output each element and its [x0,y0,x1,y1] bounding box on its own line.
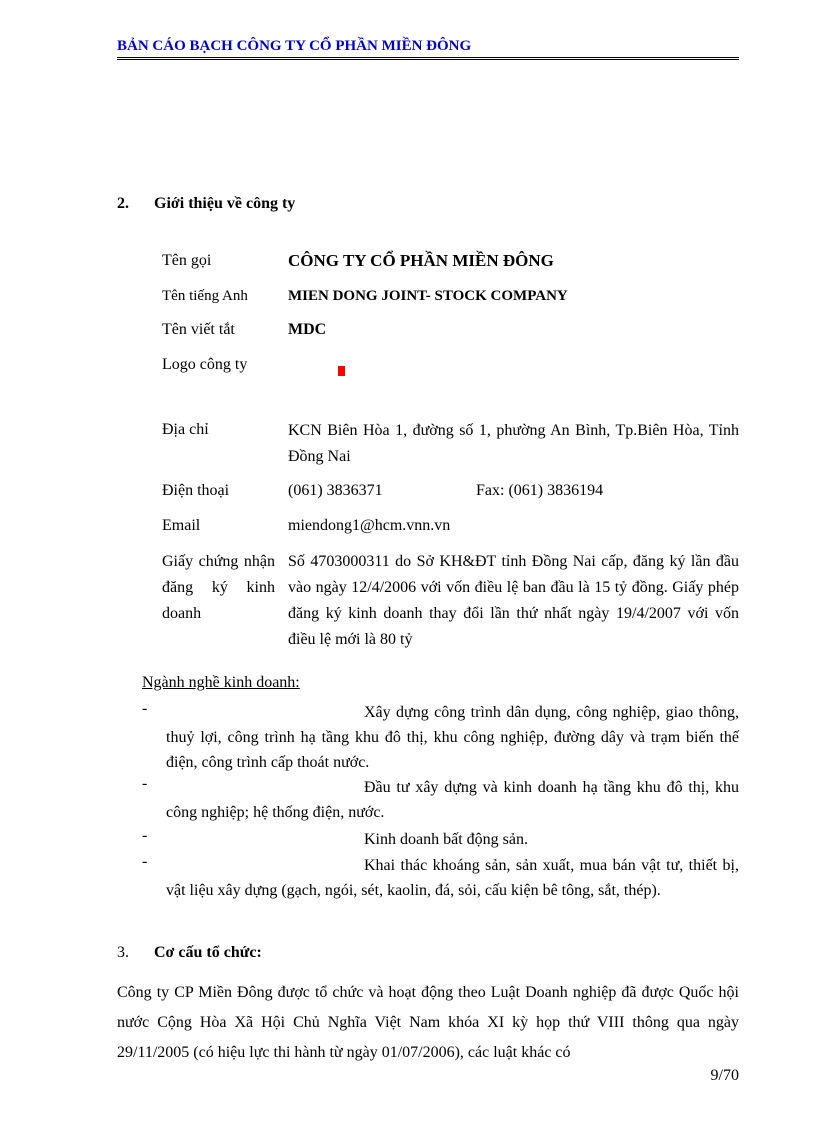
label-email: Email [162,517,201,534]
label-dia-chi: Địa chỉ [162,421,209,438]
label-dien-thoai: Điện thoại [162,482,230,499]
list-item: Kinh doanh bất động sản. [364,831,528,848]
section-2-number: 2. [117,195,129,212]
list-bullet: - [142,827,148,844]
list-bullet: - [142,700,148,717]
value-ten-viet-tat: MDC [288,321,327,338]
business-heading: Ngành nghề kinh doanh: [142,674,300,691]
list-item: Đầu tư xây dựng và kinh doanh hạ tầng khu đô thị, khu công nghiệp; hệ thống điện, nước. [166,779,739,821]
value-email: miendong1@hcm.vnn.vn [288,517,451,534]
list-item: Khai thác khoáng sản, sản xuất, mua bán vật tư, thiết bị, vật liệu xây dựng (gạch, ngói, sét, kaolin, đá, sỏi, cấu kiện bê tông, sắt, thép). [166,857,739,899]
list-bullet: - [142,775,148,792]
company-logo-icon [338,366,345,376]
header-divider [117,57,739,58]
value-ten-goi: CÔNG TY CỔ PHẦN MIỀN ĐÔNG [288,251,554,270]
value-fax: Fax: (061) 3836194 [476,482,604,499]
value-dia-chi: KCN Biên Hòa 1, đường số 1, phường An Bình, Tp.Biên Hòa, Tỉnh Đồng Nai [288,422,739,465]
page-number: 9/70 [710,1067,739,1084]
label-ten-viet-tat: Tên viết tắt [162,321,235,338]
value-ten-tieng-anh: MIEN DONG JOINT- STOCK COMPANY [288,288,568,304]
section-2-title: Giới thiệu về công ty [154,195,296,212]
value-giay-chung-nhan: Số 4703000311 do Sở KH&ĐT tỉnh Đồng Nai cấp, đăng ký lần đầu vào ngày 12/4/2006 với vốn điều lệ ban đầu là 15 tỷ đồng. Giấy phép đăng ký kinh doanh thay đổi lần thứ nhất ngày 19/4/2007 với vốn điều lệ mới là 80 tỷ [288,553,739,648]
header-divider-secondary [117,59,739,60]
section-3-number: 3. [117,944,129,961]
section-3-paragraph: Công ty CP Miền Đông được tổ chức và hoạt động theo Luật Doanh nghiệp đã được Quốc hội nước Cộng Hòa Xã Hội Chủ Nghĩa Việt Nam khóa XI kỳ họp thứ VIII thông qua ngày 29/11/2005 (có hiệu lực thi hành từ ngày 01/07/2006), các luật khác có [117,984,739,1061]
label-logo: Logo công ty [162,356,248,373]
label-ten-tieng-anh: Tên tiếng Anh [162,288,248,304]
page-header-title: BẢN CÁO BẠCH CÔNG TY CỔ PHẦN MIỀN ĐÔNG [117,38,472,54]
list-item: Xây dựng công trình dân dụng, công nghiệp, giao thông, thuỷ lợi, công trình hạ tầng khu đô thị, khu công nghiệp, đường dây và trạm biến thế điện, công trình cấp thoát nước. [166,704,739,771]
value-dien-thoai: (061) 3836371 [288,482,383,499]
label-giay-chung-nhan: Giấy chứng nhận đăng ký kinh doanh [162,553,275,622]
section-3-title: Cơ cấu tổ chức: [154,944,262,961]
list-bullet: - [142,853,148,870]
label-ten-goi: Tên gọi [162,252,212,269]
